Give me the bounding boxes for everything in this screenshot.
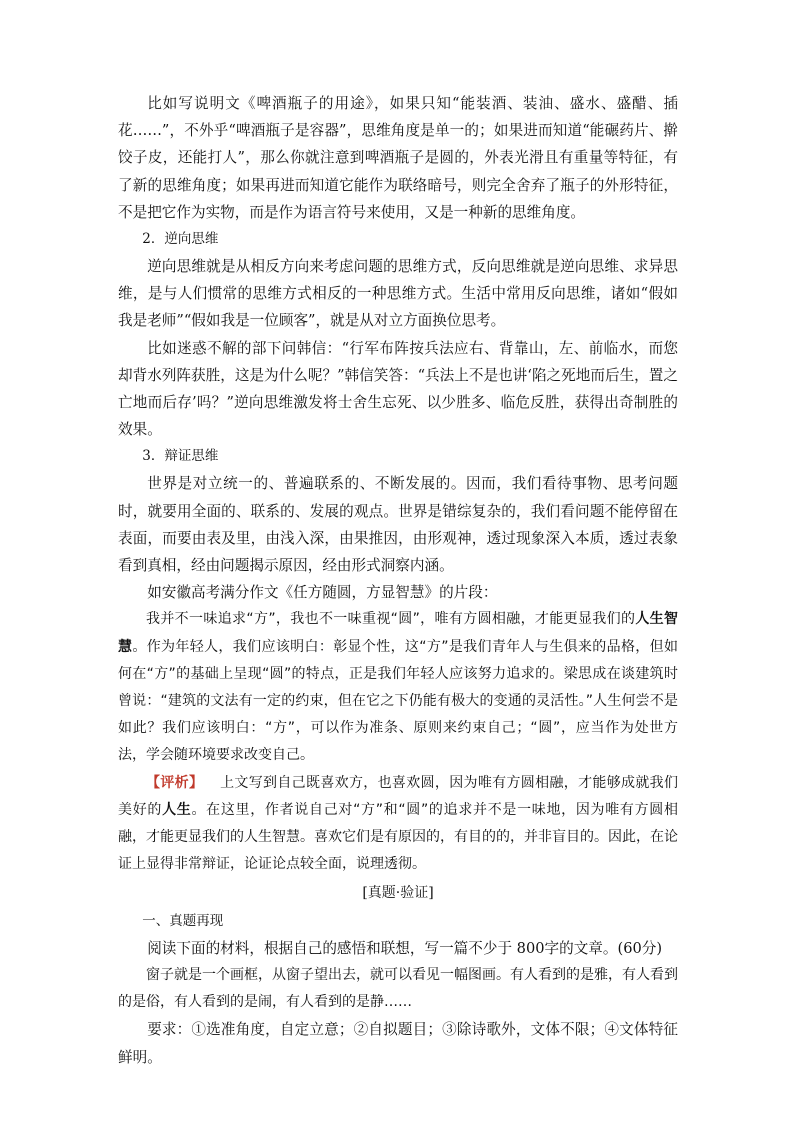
requirements-paragraph: 要求：①选准角度，自定立意；②自拟题目；③除诗歌外，文体不限；④文体特征鲜明。: [118, 1021, 678, 1066]
sample-essay-paragraph: [118, 606, 678, 769]
dialectic-thinking-heading: 3．辩证思维: [142, 448, 219, 465]
material-paragraph: 窗子就是一个画框，从窗子望出去，就可以看见一幅图画。有人看到的是雅，有人看到的是俗，有人看到的是闹，有人看到的是静……: [118, 966, 678, 1011]
sample-essay-text-a: 我并不一味追求“方”，我也不一味重视“圆”，唯有方圆相融，才能更显我们的: [146, 611, 636, 628]
task-paragraph: 阅读下面的材料，根据自己的感悟和联想，写一篇不少于 800字的文章。(60分): [147, 939, 663, 957]
comment-emphasis: 人生: [162, 801, 192, 818]
comment-paragraph: [118, 770, 678, 879]
sample-essay-emphasis: 人生智慧: [118, 611, 678, 655]
reverse-thinking-heading: 2．逆向思维: [142, 231, 219, 248]
dialectic-thinking-paragraph: 世界是对立统一的、普遍联系的、不断发展的。因而，我们看待事物、思考问题时，就要用全面的、联系的、发展的观点。世界是错综复杂的，我们看问题不能停留在表面，而要由表及里，由浅入深，由果推因，由形观神，透过现象深入本质，透过表象看到真相，经由问题揭示原因，经由形式洞察内涵。: [118, 475, 678, 575]
real-exam-heading: 一、真题再现: [142, 912, 224, 929]
document-page: [118, 90, 678, 1071]
comment-label: 【评析】: [146, 774, 204, 791]
reverse-thinking-paragraph-1: 逆向思维就是从相反方向来考虑问题的思维方式，反向思维就是逆向思维、求异思维，是与人们惯常的思维方式相反的一种思维方式。生活中常用反向思维，诸如“假如我是老师”“假如我是一位顾客”，就是从对立方面换位思考。: [118, 258, 678, 330]
comment-text-a: 上文写到自己既喜欢方，也喜欢圆，因为唯有方圆相融，才能够成就我们美好的: [118, 774, 678, 818]
reverse-thinking-paragraph-2: 比如迷惑不解的部下问韩信：“行军布阵按兵法应右、背靠山，左、前临水，而您却背水列阵获胜，这是为什么呢？”韩信笑答：“兵法上不是也讲‘陷之死地而后生，置之亡地而后存’吗？”逆向思维激发将士舍生忘死、以少胜多、临危反胜，获得出奇制胜的效果。: [118, 339, 678, 439]
intro-paragraph: 比如写说明文《啤酒瓶子的用途》，如果只知“能装酒、装油、盛水、盛醋、插花……”，不外乎“啤酒瓶子是容器”，思维角度是单一的；如果进而知道“能碾药片、擀饺子皮，还能打人”，那么你就注意到啤酒瓶子是圆的，外表光滑且有重量等特征，有了新的思维角度；如果再进而知道它能作为联络暗号，则完全舍弃了瓶子的外形特征，不是把它作为实物，而是作为语言符号来使用，又是一种新的思维角度。: [118, 95, 678, 221]
section-title: [真题·验证]: [362, 885, 434, 902]
sample-essay-text-b: 。作为年轻人，我们应该明白：彰显个性，这“方”是我们青年人与生俱来的品格，但如何在“方”的基础上呈现“圆”的特点，正是我们年轻人应该努力追求的。梁思成在谈建筑时曾说：“建筑的文法有一定的约束，但在它之下仍能有极大的变通的灵活性。”人生何尝不是如此？我们应该明白：“方”，可以作为准条、原则来约束自己；“圆”，应当作为处世方法，学会随环境要求改变自己。: [118, 638, 679, 764]
example-intro-paragraph: 如安徽高考满分作文《任方随圆，方显智慧》的片段：: [147, 584, 498, 602]
comment-text-b: 。在这里，作者说自己对“方”和“圆”的追求并不是一味地，因为唯有方圆相融，才能更显我们的人生智慧。喜欢它们是有原因的，有目的的，并非盲目的。因此，在论证上显得非常辩证，论证论点较全面，说理透彻。: [118, 801, 679, 873]
